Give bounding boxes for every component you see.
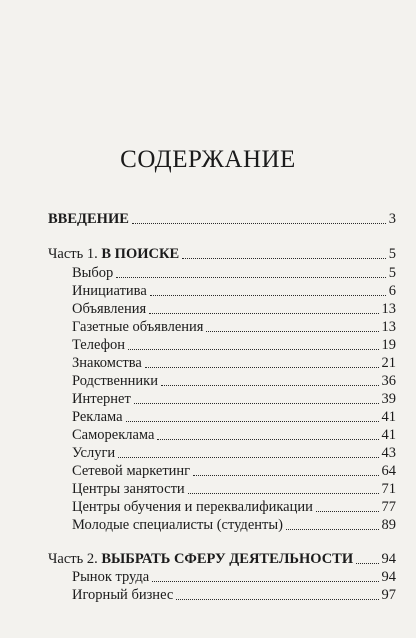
toc-subentry bbox=[72, 298, 396, 318]
toc-entry-label: Молодые специалисты (студенты) bbox=[72, 517, 283, 533]
toc-page-number: 13 bbox=[381, 301, 396, 317]
leader-dots bbox=[116, 273, 385, 278]
toc-entry-label: Центры обучения и переквалификации bbox=[72, 499, 313, 515]
toc-page-number: 41 bbox=[381, 427, 396, 443]
toc-subentry bbox=[72, 316, 396, 336]
toc-part-prefix: Часть 2. bbox=[48, 551, 102, 567]
leader-dots bbox=[128, 345, 379, 350]
toc-entry-label: Объявления bbox=[72, 301, 147, 317]
leader-dots bbox=[316, 507, 379, 512]
toc-page-number: 89 bbox=[381, 517, 396, 533]
toc-entry-label: ВВЕДЕНИЕ bbox=[48, 211, 129, 227]
toc-subentry bbox=[72, 424, 396, 444]
leader-dots bbox=[157, 435, 378, 440]
toc-entry-label: Телефон bbox=[72, 337, 125, 353]
toc-page-number: 5 bbox=[388, 246, 396, 262]
leader-dots bbox=[152, 577, 378, 582]
toc-entry-label: Газетные объявления bbox=[72, 319, 204, 335]
toc-entry-label: Реклама bbox=[72, 409, 123, 425]
toc-entry-label: Центры занятости bbox=[72, 481, 185, 497]
leader-dots bbox=[188, 489, 379, 494]
leader-dots bbox=[126, 417, 379, 422]
toc-entry-label: Рынок труда bbox=[72, 569, 150, 585]
leader-dots bbox=[134, 399, 379, 404]
toc-page-number: 97 bbox=[381, 587, 396, 603]
leader-dots bbox=[193, 471, 378, 476]
toc-page-number: 64 bbox=[381, 463, 396, 479]
toc-subentry bbox=[72, 566, 396, 586]
leader-dots bbox=[118, 453, 378, 458]
toc-entry-label: Самореклама bbox=[72, 427, 155, 443]
toc-entry-label: Услуги bbox=[72, 445, 116, 461]
toc-page-number: 71 bbox=[381, 481, 396, 497]
toc-subentry bbox=[72, 352, 396, 372]
toc-subentry bbox=[72, 262, 396, 282]
toc-subentry bbox=[72, 478, 396, 498]
toc-subentry bbox=[72, 280, 396, 300]
toc-entry-label: Сетевой маркетинг bbox=[72, 463, 191, 479]
toc-page-number: 39 bbox=[381, 391, 396, 407]
toc-subentry bbox=[72, 442, 396, 462]
toc-entry-label: ВЫБРАТЬ СФЕРУ ДЕЯТЕЛЬНОСТИ bbox=[101, 551, 354, 567]
toc-part-prefix: Часть 1. bbox=[48, 246, 102, 262]
toc-subentry bbox=[72, 496, 396, 516]
toc-page-number: 5 bbox=[388, 265, 396, 281]
toc-entry-part-2 bbox=[48, 548, 396, 568]
toc-subentry bbox=[72, 584, 396, 604]
toc-page-number: 77 bbox=[381, 499, 396, 515]
page-title: СОДЕРЖАНИЕ bbox=[120, 146, 296, 173]
toc-entry-label: В ПОИСКЕ bbox=[101, 246, 180, 262]
leader-dots bbox=[286, 525, 379, 530]
toc-page-number: 21 bbox=[381, 355, 396, 371]
toc-entry-introduction bbox=[48, 208, 396, 228]
leader-dots bbox=[182, 254, 386, 259]
toc-page-number: 36 bbox=[381, 373, 396, 389]
toc-page-number: 41 bbox=[381, 409, 396, 425]
toc-subentry bbox=[72, 388, 396, 408]
leader-dots bbox=[176, 595, 378, 600]
toc-subentry bbox=[72, 514, 396, 534]
toc-entry-label: Выбор bbox=[72, 265, 114, 281]
toc-page-number: 94 bbox=[381, 551, 396, 567]
toc-entry-part-1 bbox=[48, 243, 396, 263]
leader-dots bbox=[132, 219, 386, 224]
toc-page-number: 19 bbox=[381, 337, 396, 353]
leader-dots bbox=[206, 327, 378, 332]
toc-subentry bbox=[72, 370, 396, 390]
leader-dots bbox=[149, 309, 378, 314]
toc-page-number: 43 bbox=[381, 445, 396, 461]
toc-page-number: 6 bbox=[388, 283, 396, 299]
toc-page-number: 3 bbox=[388, 211, 396, 227]
leader-dots bbox=[161, 381, 379, 386]
leader-dots bbox=[150, 291, 386, 296]
toc-subentry bbox=[72, 406, 396, 426]
leader-dots bbox=[145, 363, 379, 368]
toc-page-number: 13 bbox=[381, 319, 396, 335]
toc-entry-label: Знакомства bbox=[72, 355, 142, 371]
leader-dots bbox=[356, 559, 378, 564]
toc-entry-label: Инициатива bbox=[72, 283, 147, 299]
toc-entry-label: Родственники bbox=[72, 373, 158, 389]
toc-page-number: 94 bbox=[381, 569, 396, 585]
toc-entry-label: Игорный бизнес bbox=[72, 587, 174, 603]
toc-subentry bbox=[72, 334, 396, 354]
toc-entry-label: Интернет bbox=[72, 391, 131, 407]
toc-subentry bbox=[72, 460, 396, 480]
